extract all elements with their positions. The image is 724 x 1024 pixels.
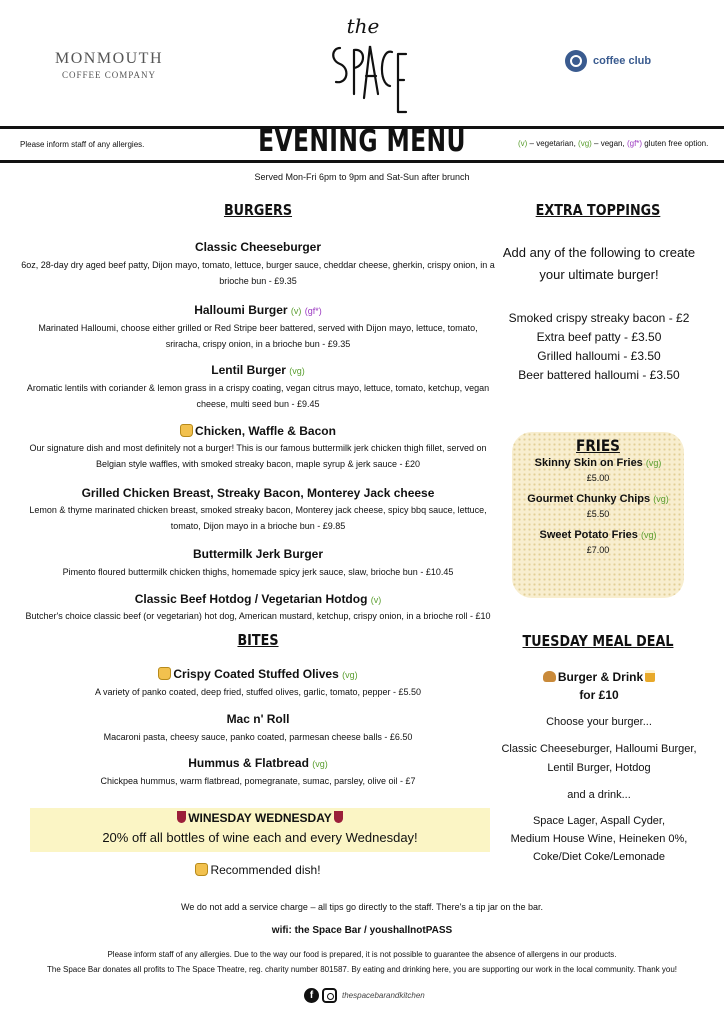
burger-item [20,424,496,472]
extra-toppings-list [494,309,704,385]
item-desc: Butcher's choice classic beef (or vegetarian) hot dog, American mustard, ketchup, crispy onion, in a brioche roll - £10 [25,611,491,621]
burger-item [20,303,496,352]
wifi-info: wifi: the Space Bar / youshallnotPASS [271,925,453,936]
list-item: Grilled halloumi - £3.50 [537,349,661,363]
meal-deal-drinks: Space Lager, Aspall Cyder, Medium House Wine, Heineken 0%, Coke/Diet Coke/Lemonade [510,815,688,863]
item-name: Grilled Chicken Breast, Streaky Bacon, Monterey Jack cheese [81,486,435,500]
item-name: Classic Cheeseburger [194,240,322,254]
item-name: Buttermilk Jerk Burger [192,547,324,561]
item-desc: Pimento floured buttermilk chicken thighs, homemade spicy jerk sauce, slaw, brioche bun - £10.45 [62,567,454,577]
item-desc: Lemon & thyme marinated chicken breast, smoked streaky bacon, Monterey jack cheese, spicy bbq sauce, lettuce, tomato, Dijon mayo in a brioche bun - £9.85 [29,505,487,531]
coffee-club-badge-icon [565,50,587,72]
item-desc: A variety of panko coated, deep fried, stuffed olives, garlic, tomato, pepper - £5.50 [94,687,422,697]
fries-heading: FRIES [576,436,620,455]
legend-gf-text: gluten free option. [642,139,709,148]
wine-glass-icon [334,811,343,823]
thumbs-up-icon [158,667,171,680]
fries-item: Skinny Skin on Fries (vg) £5.00 [512,457,684,483]
vegan-tag: (vg) [653,494,669,504]
beer-icon [645,670,655,682]
title-divider [0,160,724,163]
burger-item [20,486,496,534]
the-space-logo [318,14,408,122]
facebook-icon[interactable]: f [304,988,319,1003]
monmouth-logo [34,50,184,80]
vegan-tag: (vg) [289,366,305,376]
vegan-tag: (vg) [342,670,358,680]
item-name: Halloumi Burger (v) (gf*) [194,303,322,317]
diet-legend [518,139,708,148]
meal-deal-content [494,670,704,866]
the-space-logo-mark [318,14,408,122]
meal-deal-price: for £10 [579,688,619,702]
meal-deal-and-drink: and a drink... [567,789,631,801]
serving-times: Served Mon-Fri 6pm to 9pm and Sat-Sun after brunch [254,172,470,182]
bites-item [20,756,496,789]
item-desc: Marinated Halloumi, choose either grilled or Red Stripe beer battered, served with Dijon mayo, lettuce, tomato, sriracha, crispy onion, in a brioche bun - £9.35 [38,323,478,349]
bites-item [20,667,496,700]
coffee-club-label: coffee club [593,55,652,67]
burger-item [20,363,496,412]
meal-deal-burgers: Classic Cheeseburger, Halloumi Burger, Lentil Burger, Hotdog [501,743,697,774]
vegan-tag: (vg) [312,759,328,769]
wine-glass-icon [177,811,186,823]
extra-toppings-heading: EXTRA TOPPINGS [535,201,661,219]
bites-heading: BITES [237,631,279,649]
item-name: Mac n' Roll [226,712,290,726]
thumbs-up-icon [180,424,193,437]
burgers-heading: BURGERS [223,201,293,219]
winesday-banner [30,808,490,852]
item-desc: 6oz, 28-day dry aged beef patty, Dijon mayo, tomato, lettuce, burger sauce, cheddar cheese, gherkin, crispy onion, in a brioche bun - £9.35 [21,260,495,286]
instagram-icon[interactable] [322,988,337,1003]
winesday-offer: 20% off all bottles of wine each and every Wednesday! [102,830,418,845]
item-price: £5.50 [586,509,610,519]
fries-item: Sweet Potato Fries (vg) £7.00 [512,529,684,555]
legend-v: (v) [518,139,528,148]
bites-item [20,712,496,745]
extra-toppings-intro: Add any of the following to create your ultimate burger! [502,245,696,282]
page-title: EVENING MENU [258,124,466,159]
meal-deal-heading: TUESDAY MEAL DEAL [522,632,674,650]
item-price: £5.00 [586,473,610,483]
charity-note: The Space Bar donates all profits to The Space Theatre, reg. charity number 801587. By eating and drinking here, you are supporting our work in the local community. Thank you! [47,965,677,974]
legend-vg: (vg) [578,139,592,148]
item-price: £7.00 [586,545,610,555]
item-name: Classic Beef Hotdog / Vegetarian Hotdog (v) [134,592,382,606]
list-item: Smoked crispy streaky bacon - £2 [508,311,690,325]
vegetarian-tag: (v) [290,306,302,316]
item-name: Lentil Burger (vg) [211,363,305,377]
legend-v-text: – vegetarian, [527,139,579,148]
item-name: Crispy Coated Stuffed Olives (vg) [20,667,496,681]
social-links [304,988,425,1003]
social-handle: thespacebarandkitchen [342,991,425,1000]
allergy-note: Please inform staff of any allergies. [20,140,145,149]
vegan-tag: (vg) [645,458,662,468]
legend-vg-text: – vegan, [591,139,627,148]
item-name: Hummus & Flatbread (vg) [188,756,328,770]
item-desc: Our signature dish and most definitely not a burger! This is our famous buttermilk jerk chicken thigh fillet, served on Belgian style waffles, with smoked streaky bacon, maple syrup & jerk sauce - £20 [29,443,487,469]
item-desc: Macaroni pasta, cheesy sauce, panko coated, parmesan cheese balls - £6.50 [103,732,413,742]
thumbs-up-icon [195,863,208,876]
meal-deal-choose: Choose your burger... [546,716,652,728]
item-desc: Aromatic lentils with coriander & lemon grass in a crispy coating, vegan citrus mayo, lettuce, tomato, ketchup, vegan cheese, multi seed bun - £9.45 [26,383,490,409]
vegan-tag: (vg) [640,530,657,540]
service-charge-note: We do not add a service charge – all tips go directly to the staff. There's a tip jar on the bar. [181,902,543,912]
fries-item: Gourmet Chunky Chips (vg) £5.50 [512,493,684,519]
burger-item [20,547,496,580]
fries-panel [512,432,684,598]
list-item: Beer battered halloumi - £3.50 [518,368,680,382]
recommended-key: Recommended dish! [20,863,496,877]
burger-icon [543,671,556,682]
coffee-club-logo [565,50,651,72]
monmouth-logo-subtitle: COFFEE COMPANY [62,70,156,80]
vegetarian-tag: (v) [370,595,382,605]
item-desc: Chickpea hummus, warm flatbread, pomegranate, sumac, parsley, olive oil - £7 [100,776,416,786]
meal-deal-title: Burger & Drink [494,670,704,684]
burger-item [20,240,496,289]
gluten-free-tag: (gf*) [304,306,322,316]
winesday-title: WINESDAY WEDNESDAY [30,811,490,825]
monmouth-logo-name: MONMOUTH [55,50,163,67]
item-name: Chicken, Waffle & Bacon [20,424,496,438]
burger-item [20,592,496,624]
legend-gf: (gf*) [626,139,643,148]
allergen-note: Please inform staff of any allergies. Due to the way our food is prepared, it is not possible to guarantee the absence of allergens in our products. [107,950,617,959]
list-item: Extra beef patty - £3.50 [536,330,662,344]
the-space-logo-the: the [346,14,380,38]
